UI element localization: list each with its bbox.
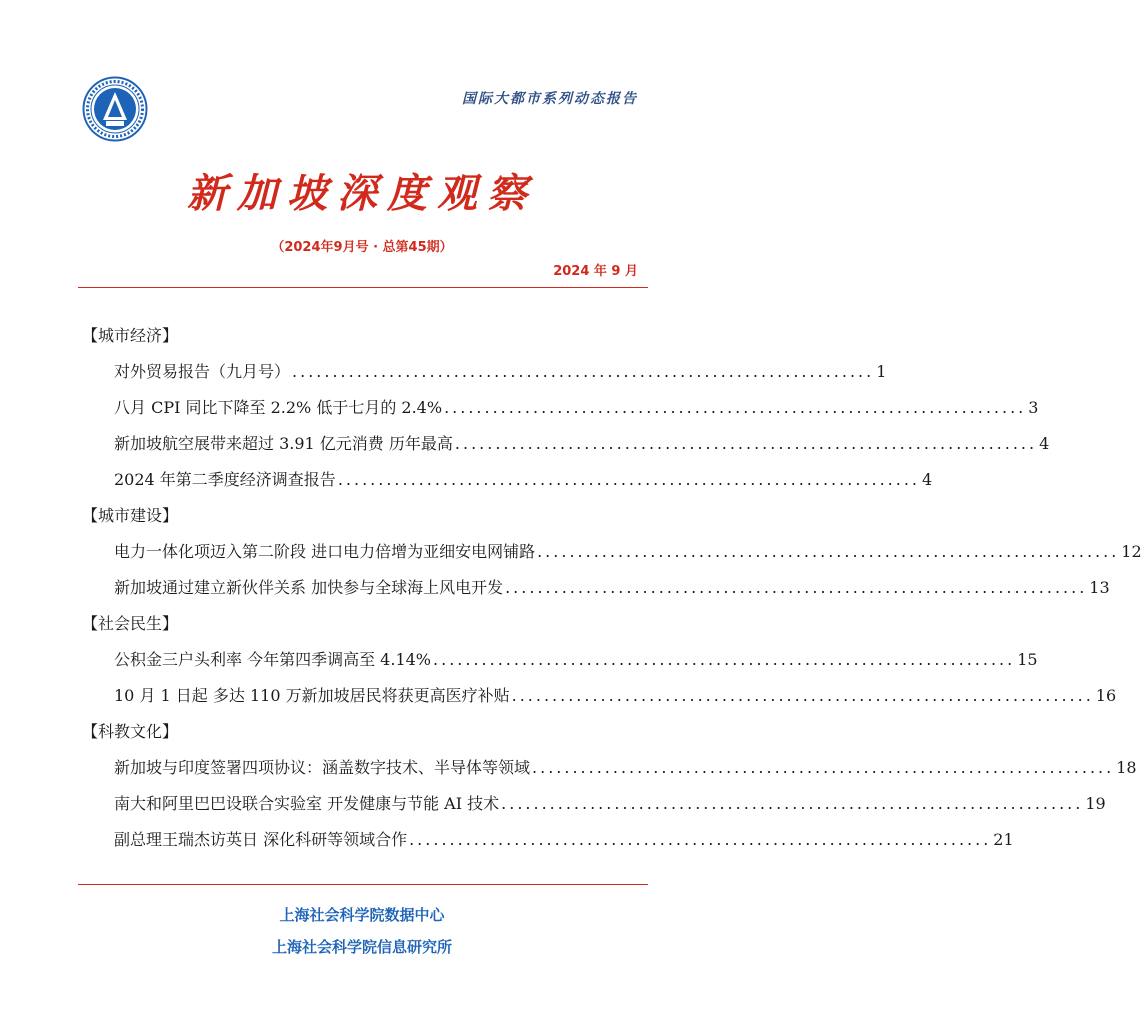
leader-dots: ........................................................................	[505, 578, 1088, 597]
toc-entry[interactable]	[82, 354, 887, 390]
toc-entry[interactable]	[82, 750, 1137, 786]
leader-dots: ........................................................................	[501, 794, 1084, 813]
toc-entry-page: 19	[1085, 794, 1106, 813]
toc-entry-page: 18	[1116, 758, 1137, 777]
leader-dots: ........................................................................	[409, 830, 992, 849]
toc-entry[interactable]	[82, 642, 1038, 678]
toc-entry-title: 2024 年第二季度经济调查报告	[114, 470, 336, 489]
toc-section-heading: 【科教文化】	[82, 722, 179, 741]
toc-section-heading: 【城市建设】	[82, 506, 179, 525]
toc-entry-page: 21	[993, 830, 1014, 849]
toc-entry[interactable]	[82, 570, 1110, 606]
toc-entry-page: 15	[1017, 650, 1038, 669]
toc-entry-title: 新加坡与印度签署四项协议：涵盖数字技术、半导体等领域	[114, 758, 531, 777]
toc-entry-page: 4	[922, 470, 933, 489]
toc-entry-page: 16	[1095, 686, 1117, 705]
top-divider	[78, 287, 648, 288]
toc-entry-title: 电力一体化项迈入第二阶段 进口电力倍增为亚细安电网铺路	[114, 542, 536, 561]
toc-entry-page: 13	[1089, 578, 1110, 597]
leader-dots: ........................................................................	[454, 434, 1038, 453]
series-title: 国际大都市系列动态报告	[462, 91, 638, 107]
toc-entry-title: 副总理王瑞杰访英日 深化科研等领域合作	[114, 830, 408, 849]
leader-dots: ........................................................................	[532, 758, 1115, 777]
toc-section-heading: 【城市经济】	[82, 326, 179, 345]
toc-entry[interactable]	[82, 822, 1014, 858]
toc-entry-page: 3	[1028, 398, 1039, 417]
footer-org-data-center: 上海社会科学院数据中心	[279, 906, 445, 924]
toc-entry-page: 1	[876, 362, 887, 381]
bottom-divider	[78, 884, 648, 885]
institute-seal-logo	[82, 76, 148, 142]
footer-org-info-institute: 上海社会科学院信息研究所	[271, 938, 452, 956]
toc-entry[interactable]	[82, 426, 1050, 462]
toc-entry-title: 新加坡通过建立新伙伴关系 加快参与全球海上风电开发	[114, 578, 504, 597]
toc-entry[interactable]	[82, 786, 1106, 822]
toc-entry-page: 12	[1121, 542, 1142, 561]
toc-entry-title: 公积金三户头利率 今年第四季调高至 4.14%	[114, 650, 432, 669]
page-title: 新加坡深度观察	[187, 170, 537, 217]
toc-section-heading: 【社会民生】	[82, 614, 179, 633]
issue-number: （2024年9月号 · 总第45期）	[271, 240, 453, 255]
leader-dots: ........................................................................	[433, 650, 1016, 669]
toc-entry-page: 4	[1039, 434, 1050, 453]
toc-entry[interactable]	[82, 390, 1039, 426]
toc-entry[interactable]	[82, 462, 933, 498]
leader-dots: ........................................................................	[292, 362, 875, 381]
leader-dots: ........................................................................	[444, 398, 1027, 417]
toc-entry-title: 10 月 1 日起 多达 110 万新加坡居民将获更高医疗补贴	[114, 686, 510, 705]
toc-entry[interactable]	[82, 678, 1117, 714]
toc-entry-title: 南大和阿里巴巴设联合实验室 开发健康与节能 AI 技术	[114, 794, 500, 813]
publish-date: 2024 年 9 月	[553, 264, 638, 279]
toc-entry-title: 对外贸易报告（九月号）	[114, 362, 291, 381]
leader-dots: ........................................................................	[511, 686, 1094, 705]
toc-entry-title: 新加坡航空展带来超过 3.91 亿元消费 历年最高	[114, 434, 453, 453]
table-of-contents	[82, 318, 1142, 858]
toc-entry[interactable]	[82, 534, 1142, 570]
toc-entry-title: 八月 CPI 同比下降至 2.2% 低于七月的 2.4%	[114, 398, 443, 417]
leader-dots: ........................................................................	[537, 542, 1120, 561]
leader-dots: ........................................................................	[337, 470, 920, 489]
